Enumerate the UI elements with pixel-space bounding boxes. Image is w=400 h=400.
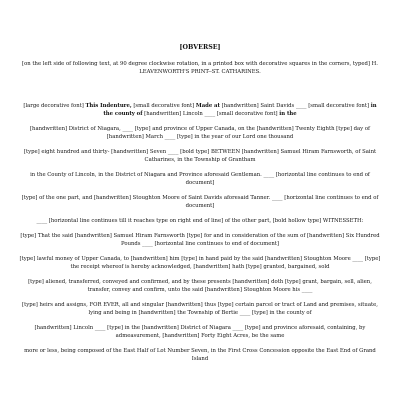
text-segment: more or less, being composed of the East Half of Lot Number Seven, in the First Cross Concession opposite the East End of Grand Island [24, 348, 376, 362]
bold-text-segment: in the [279, 111, 297, 117]
document-paragraph [18, 347, 382, 363]
text-segment: [type] aliened, transferred, conveyed and confirmed, and by these presents [handwritten] doth [type] grant, bargain, sell, alien, transfer, convey and confirm, unto the said [handwritten] Stoughton Moore his ____ [28, 279, 372, 293]
text-segment: [type] That the said [handwritten] Samuel Hiram Farnsworth [type] for and in consideration of the sum of [handwritten] Six Hundred Pounds ____ [horizontal line continues to end of document] [20, 233, 380, 247]
text-segment: ____ [horizontal line continues till it reaches type on right end of line] of the other part, [bold hollow type] WITNESSETH: [36, 218, 364, 224]
document-paragraph [18, 60, 382, 76]
document-body [18, 60, 382, 363]
document-paragraph [18, 171, 382, 187]
text-segment: [type] eight hundred and thirty- [handwritten] Seven ____ [bold type] BETWEEN [handwritten] Samuel Hiram Farnsworth, of Saint Catharines, in the Township of Grantham [23, 149, 377, 163]
text-segment: [type] heirs and assigns, FOR EVER, all and singular [handwritten] thus [type] certain parcel or tract of Land and premises, situate, lying and being in [handwritten] the Township of Bertie ____ [type] in the county of [22, 302, 378, 316]
document-paragraph [18, 301, 382, 317]
document-heading: [OBVERSE] [179, 44, 221, 51]
text-segment: [on the left side of following text, at 90 degree clockwise rotation, in a printed box with decorative squares in the corners, typed] H. LEAVENWORTH'S PRINT--ST. CATHARINES. [22, 61, 378, 75]
document-paragraph [18, 217, 382, 225]
document-paragraph [18, 102, 382, 118]
text-segment: [handwritten] Lincoln ____ [small decorative font] [142, 111, 280, 117]
document-paragraph [18, 232, 382, 248]
text-segment: [small decorative font] [131, 103, 196, 109]
document-paragraph [18, 324, 382, 340]
document-paragraph [18, 194, 382, 210]
document-paragraph [18, 278, 382, 294]
text-segment: [type] lawful money of Upper Canada, to [handwritten] him [type] in hand paid by the said [handwritten] Stoughton Moore ____ [type] the receipt whereof is hereby acknowledged, [handwritten] hath [type] granted, bargained, sold [19, 256, 381, 270]
bold-text-segment: This Indenture, [85, 103, 132, 109]
bold-text-segment: Made at [195, 103, 220, 109]
text-segment: in the County of Lincoln, in the District of Niagara and Province aforesaid Gentleman. ____ [horizontal line continues to end of document] [30, 172, 370, 186]
text-segment: [type] of the one part, and [handwritten] Stoughton Moore of Saint Davids aforesaid Tanner. ____ [horizontal line continues to end of document] [21, 195, 379, 209]
bold-text-segment: in the county of [103, 103, 377, 117]
document-paragraph [18, 125, 382, 141]
text-segment: [handwritten] District of Niagara, ____ [type] and province of Upper Canada, on the [handwritten] Twenty Eighth [type] day of [handwritten] March ____ [type] in the year of our Lord one thousand [29, 126, 371, 140]
document-paragraph [18, 255, 382, 271]
text-segment: [handwritten] Lincoln ____ [type] in the [handwritten] District of Niagara ____ [type] and province aforesaid, containing, by admeasurement, [handwritten] Forty Eight Acres, be the same [34, 325, 366, 339]
text-segment: [large decorative font] [23, 103, 86, 109]
document-paragraph [18, 148, 382, 164]
text-segment: [handwritten] Saint Davids ____ [small decorative font] [219, 103, 371, 109]
